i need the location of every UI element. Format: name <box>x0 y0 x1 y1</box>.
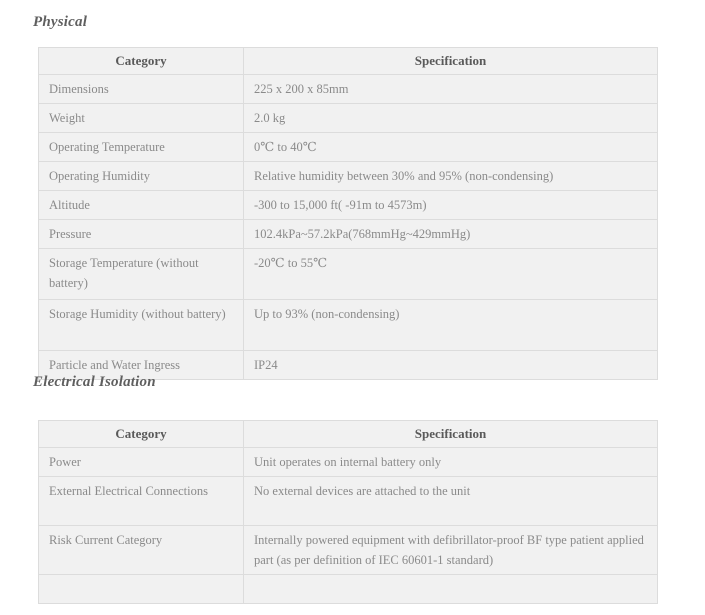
cell-specification: -300 to 15,000 ft( -91m to 4573m) <box>244 191 658 220</box>
column-header-specification: Specification <box>244 421 658 448</box>
column-header-category: Category <box>39 48 244 75</box>
table-header-row <box>39 421 658 448</box>
cell-specification: 102.4kPa~57.2kPa(768mmHg~429mmHg) <box>244 220 658 249</box>
cell-specification: Unit operates on internal battery only <box>244 448 658 477</box>
cell-specification: Up to 93% (non-condensing) <box>244 300 658 351</box>
electrical-isolation-specifications-table <box>38 420 658 604</box>
cell-category: Operating Humidity <box>39 162 244 191</box>
table-row <box>39 477 658 526</box>
table-row <box>39 249 658 300</box>
table-row <box>39 104 658 133</box>
cell-specification: -20℃ to 55℃ <box>244 249 658 300</box>
cell-category: Risk Current Category <box>39 526 244 575</box>
cell-specification: 0℃ to 40℃ <box>244 133 658 162</box>
cell-category: Storage Temperature (without battery) <box>39 249 244 300</box>
table-row <box>39 75 658 104</box>
physical-specifications-table <box>38 47 658 380</box>
table-row <box>39 191 658 220</box>
cell-category: Weight <box>39 104 244 133</box>
cell-specification: 2.0 kg <box>244 104 658 133</box>
column-header-specification: Specification <box>244 48 658 75</box>
cell-category: Storage Humidity (without battery) <box>39 300 244 351</box>
section-heading-electrical-isolation: Electrical Isolation <box>33 374 156 390</box>
table-row <box>39 526 658 575</box>
table-row <box>39 220 658 249</box>
cell-category: Pressure <box>39 220 244 249</box>
cell-category: Operating Temperature <box>39 133 244 162</box>
cell-specification: 225 x 200 x 85mm <box>244 75 658 104</box>
cell-specification: IP24 <box>244 351 658 380</box>
cell-specification: No external devices are attached to the unit <box>244 477 658 526</box>
cell-category: External Electrical Connections <box>39 477 244 526</box>
cell-specification <box>244 575 658 604</box>
cell-specification: Relative humidity between 30% and 95% (non-condensing) <box>244 162 658 191</box>
cell-category: Particle and Water Ingress <box>39 351 244 380</box>
table-row <box>39 448 658 477</box>
table-row <box>39 133 658 162</box>
cell-category: Power <box>39 448 244 477</box>
cell-category: Dimensions <box>39 75 244 104</box>
cell-category <box>39 575 244 604</box>
table-row <box>39 575 658 604</box>
table-row <box>39 300 658 351</box>
cell-category: Altitude <box>39 191 244 220</box>
section-heading-physical: Physical <box>33 14 88 30</box>
table-row <box>39 162 658 191</box>
cell-specification: Internally powered equipment with defibrillator-proof BF type patient applied part (as per definition of IEC 60601-1 standard) <box>244 526 658 575</box>
table-header-row <box>39 48 658 75</box>
column-header-category: Category <box>39 421 244 448</box>
